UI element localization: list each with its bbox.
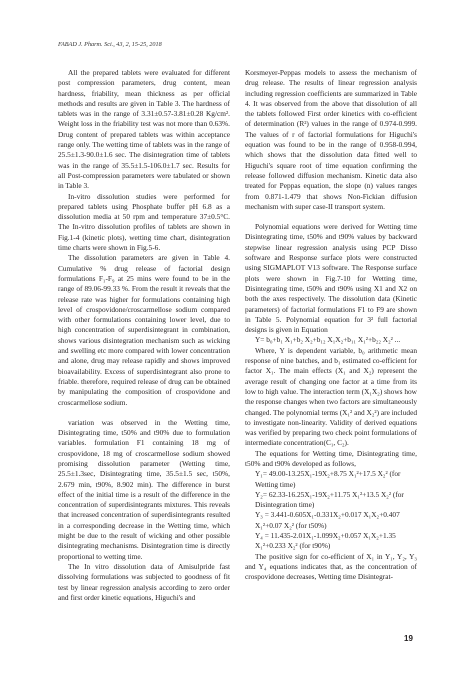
equation-y3: Y₃ = 3.441-0.605X₁-0.331X₂+0.017 X₁X₂+0.407 X₁²+0.07 X₂² (for t50%) — [255, 510, 400, 530]
paragraph-dissolution-studies: In-vitro dissolution studies were performed for prepared tablets using Phosphate buffer pH 6.8 as a dissolution media at 50 rpm and temperature 37±0.5°C. The In-vitro dissolution profiles of tablets are shown in Fig.1-4 (kinetic plots), wetting time chart, disintegration time charts were shown in Fig.5-6. — [58, 191, 230, 253]
left-column — [58, 68, 230, 603]
paragraph-where: Where, Y is dependent variable, b₀ arithmetic mean response of nine batches, and b₁ estimated co-efficient for factor X₁. The main effects (X₁ and X₂) represent the average result of changing one factor at a time from its low to high value. The interaction term (X₁X₂) shows how the response changes when two factors are simultaneously changed. The polynomial terms (X₁² and X₂²) are included to investigate non-linearity. Validity of derived equations was verified by preparing two check point formulations of intermediate concentration(C₁, C₂). — [245, 345, 417, 448]
equation-y2: Y₂= 62.33-16.25X₁-19X₂+11.75 X₁²+13.5 X₂² (for Disintegration time) — [255, 489, 404, 510]
paragraph-dissolution-parameters: The dissolution parameters are given in Table 4. Cumulative % drug release of factorial design formulations F₁-F₉ at 25 mins were found to be in the range of 89.06-99.33 %. From the result it reveals that the release rate was higher for formulations containing high level of crospovidone/croscarmellose sodium compared with other formulations containing lower level, due to high concentration of superdisintegrant in combination, shows various disintegration mechanism such as wicking and swelling etc more compared with lower concentration and alone, drug may release rapidly and shows improved bioavailability. Excess of superdisintegrant also prone to friable. therefore, required release of drug can be obtained by manipulating the composition of crospovidone and croscarmellose sodium. — [58, 253, 230, 407]
paragraph-post-compression: All the prepared tablets were evaluated for different post compression parameters, drug content, mean hardness, friability, mean thickness as per official methods and results are given in Table 3. The hardness of tablets was in the range of 3.31±0.57-3.81±0.28 Kg/cm². Weight loss in the friability test was not more than 0.63%. Drug content of prepared tablets was within acceptance range only. The wetting time of tablets was in the range of 25.5±1.3-90.0±1.6 sec. The disintegration time of tablets was in the range of 35.5±1.5-106.0±1.7 sec. Results for all Post-compression parameters were tabulated or shown in Table 3. — [58, 68, 230, 191]
equation-y4: Y₄ = 11.435-2.01X₁-1.099X₂+0.057 X₁X₂+1.35 X₁²+0.233 X₂² (for t90%) — [255, 531, 396, 551]
general-equation: Y= b₀+b₁ X₁+b₂ X₂+b₁₂ X₁X₂+b₁₁ X₁²+b₂₂ X₂² ... — [255, 335, 401, 345]
paragraph-equations-intro: The equations for Wetting time, Disintegrating time, t50% and t90% developed as follows, — [245, 448, 417, 468]
page-number: 19 — [404, 634, 413, 643]
paragraph-positive-sign: The positive sign for co-efficient of X₁ in Y₁, Y₂, Y₃ and Y₄ equations indicates that, as the concentration of crospovidone decreases, Wetting time Disintegrat- — [245, 551, 417, 582]
right-column — [245, 68, 417, 583]
equation-y1: Y₁= 49.00-13.25X₁-19X₂+8.75 X₁²+17.5 X₂² (for Wetting time) — [255, 469, 401, 489]
paragraph-kinetics-results: Korsmeyer-Peppas models to assess the mechanism of drug release. The results of linear regression analysis including regression coefficients are summarized in Table 4. It was observed from the above that dissolution of all the tablets followed First order kinetics with co-efficient of determination (R²) values in the range of 0.974-0.999. The values of r of factorial formulations for Higuchi's equation was found to be in the range of 0.958-0.994, which shows that the dissolution data fitted well to Higuchi's square root of time equation confirming the release followed diffusion mechanism. Kinetic data also treated for Peppas equation, the slope (n) values ranges from 0.871-1.479 that shows Non-Fickian diffusion mechanism with super case-II transport system. — [245, 68, 417, 211]
journal-header: FABAD J. Pharm. Sci., 43, 2, 15-25, 2018 — [58, 41, 162, 48]
paragraph-variation: variation was observed in the Wetting time, Disintegrating time, t50% and t90% due to formulation variables. formulation F1 containing 18 mg of crospovidone, 18 mg of croscarmellose sodium showed promising dissolution parameter (Wetting time, 25.5±1.3sec, Disintegrating time, 35.5±1.5 sec, t50%, 2.679 min, t90%, 8.902 min). The difference in burst effect of the initial time is a result of the difference in the concentration of superdisintegrants mixtures. This reveals that increased concentration of superdisintegrants resulted in a corresponding decrease in the Wetting time, which might be due to the result of wicking and other possible disintegrating mechanisms. Disintegration time is directly proportional to wetting time. — [58, 417, 230, 561]
paragraph-polynomial-equations: Polynomial equations were derived for Wetting time Disintegrating time, t50% and t90% values by backward stepwise linear regression analysis using PCP Disso software and Response surface plots were constructed using SIGMAPLOT V13 software. The Response surface plots were shown in Fig.7-10 for Wetting time, Disintegrating time, t50% and t90% using X1 and X2 on both the axes respectively. The dissolution data (Kinetic parameters) of factorial formulations F1 to F9 are shown in Table 5. Polynomial equation for 3² full factorial designs is given in Equation — [245, 222, 417, 335]
paragraph-kinetics-intro: The In vitro dissolution data of Amisulpride fast dissolving formulations was subjected to goodness of fit test by linear regression analysis according to zero order and first order kinetic equations, Higuchi's and — [58, 561, 230, 602]
